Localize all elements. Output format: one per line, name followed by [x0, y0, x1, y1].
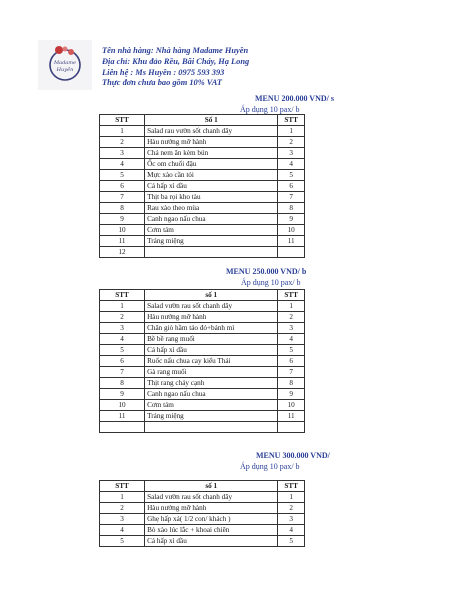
item-number: 6 [100, 181, 145, 192]
item-number: 2 [278, 503, 305, 514]
restaurant-name: Tên nhà hàng: Nhà hàng Madame Huyền [102, 46, 249, 55]
menu-2-title: MENU 250.000 VND/ b [226, 267, 307, 276]
item-number: 11 [100, 411, 145, 422]
table-row [100, 170, 305, 181]
table-header-row [100, 290, 305, 301]
dish-name: Tráng miệng [145, 236, 278, 247]
table-row [100, 181, 305, 192]
table-row [100, 137, 305, 148]
dish-name: Rau xào theo mùa [145, 203, 278, 214]
item-number [278, 247, 305, 258]
dish-name: Bề bề rang muối [145, 334, 278, 345]
table-row [100, 247, 305, 258]
dish-name: Chả nem ăn kèm bún [145, 148, 278, 159]
item-number: 2 [100, 312, 145, 323]
item-number: 9 [278, 214, 305, 225]
dish-name: Hàu nướng mỡ hành [145, 312, 278, 323]
vat-note: Thực đơn chưa bao gồm 10% VAT [102, 78, 222, 88]
item-number: 7 [278, 367, 305, 378]
menu-3-title: MENU 300.000 VND/ [256, 451, 330, 460]
dish-name: Chân giò hầm táo đỏ+bánh mì [145, 323, 278, 334]
table-row [100, 503, 305, 514]
item-number: 3 [278, 323, 305, 334]
menu-1-title: MENU 200.000 VND/ s [255, 94, 334, 103]
table-row [100, 214, 305, 225]
dish-name: Ốc om chuối đậu [145, 159, 278, 170]
item-number: 4 [278, 334, 305, 345]
item-number: 4 [100, 159, 145, 170]
item-number: 12 [100, 247, 145, 258]
restaurant-info [102, 46, 249, 89]
column-header: số 1 [145, 481, 278, 492]
table-row [100, 301, 305, 312]
column-header: số 1 [145, 290, 278, 301]
item-number: 3 [278, 148, 305, 159]
table-row [100, 536, 305, 547]
svg-text:Huyền: Huyền [56, 67, 74, 73]
table-row [100, 148, 305, 159]
item-number: 10 [100, 225, 145, 236]
dish-name: Cơm tám [145, 400, 278, 411]
dish-name: Canh ngao nấu chua [145, 214, 278, 225]
item-number: 10 [278, 225, 305, 236]
dish-name: Salad rau vườn sốt chanh dây [145, 126, 278, 137]
item-number [100, 422, 145, 433]
item-number: 5 [100, 536, 145, 547]
item-number: 9 [100, 214, 145, 225]
table-row [100, 334, 305, 345]
item-number: 2 [100, 503, 145, 514]
menu-1-table [99, 114, 305, 258]
item-number: 1 [278, 301, 305, 312]
dish-name: Cá hấp xì dầu [145, 536, 278, 547]
item-number: 1 [278, 492, 305, 503]
item-number: 5 [278, 170, 305, 181]
item-number: 5 [100, 345, 145, 356]
dish-name: Cá hấp xì dầu [145, 181, 278, 192]
menu-2-heading [226, 266, 306, 288]
item-number: 8 [278, 203, 305, 214]
item-number: 6 [100, 356, 145, 367]
item-number: 8 [100, 203, 145, 214]
table-row [100, 389, 305, 400]
dish-name: Thịt rang cháy cạnh [145, 378, 278, 389]
item-number: 3 [100, 148, 145, 159]
item-number: 8 [278, 378, 305, 389]
dish-name: Mực xào cần tỏi [145, 170, 278, 181]
menu-2-subtitle: Áp dụng 10 pax/ b [241, 278, 301, 287]
menu-2-table [99, 289, 305, 433]
column-header: STT [100, 290, 145, 301]
item-number: 5 [278, 536, 305, 547]
dish-name: Cơm tám [145, 225, 278, 236]
item-number: 6 [278, 181, 305, 192]
dish-name: Gà rang muối [145, 367, 278, 378]
table-row [100, 356, 305, 367]
item-number: 2 [100, 137, 145, 148]
table-row [100, 192, 305, 203]
column-header: Số 1 [145, 115, 278, 126]
restaurant-address: Địa chỉ: Khu đảo Rều, Bãi Cháy, Hạ Long [102, 56, 250, 66]
dish-name: Ruốc nấu chua cay kiểu Thái [145, 356, 278, 367]
item-number: 11 [278, 411, 305, 422]
item-number: 3 [100, 323, 145, 334]
table-header-row [100, 481, 305, 492]
item-number: 7 [100, 192, 145, 203]
item-number: 4 [278, 525, 305, 536]
table-header-row [100, 115, 305, 126]
table-row [100, 312, 305, 323]
column-header: STT [278, 290, 305, 301]
table-row [100, 159, 305, 170]
restaurant-contact: Liên hệ : Ms Huyền : 0975 593 393 [102, 67, 225, 77]
item-number: 11 [100, 236, 145, 247]
dish-name: Bò xào lúc lắc + khoai chiên [145, 525, 278, 536]
item-number: 3 [100, 514, 145, 525]
item-number: 4 [100, 525, 145, 536]
menu-3-subtitle: Áp dụng 10 pax/ b [240, 462, 300, 471]
item-number: 1 [100, 126, 145, 137]
menu-1-heading [240, 93, 334, 115]
item-number: 1 [100, 301, 145, 312]
item-number: 4 [278, 159, 305, 170]
item-number: 7 [278, 192, 305, 203]
dish-name [145, 247, 278, 258]
table-row [100, 236, 305, 247]
dish-name: Hàu nướng mỡ hành [145, 503, 278, 514]
table-row [100, 126, 305, 137]
table-row [100, 400, 305, 411]
item-number: 4 [100, 334, 145, 345]
column-header: STT [100, 115, 145, 126]
column-header: STT [100, 481, 145, 492]
restaurant-logo [38, 40, 92, 90]
item-number: 1 [278, 126, 305, 137]
item-number: 11 [278, 236, 305, 247]
item-number: 2 [278, 312, 305, 323]
item-number: 8 [100, 378, 145, 389]
table-row [100, 323, 305, 334]
dish-name: Tráng miệng [145, 411, 278, 422]
table-row [100, 345, 305, 356]
item-number: 7 [100, 367, 145, 378]
table-row [100, 378, 305, 389]
item-number: 10 [278, 400, 305, 411]
dish-name: Hàu nướng mỡ hành [145, 137, 278, 148]
table-row [100, 492, 305, 503]
menu-1-subtitle: Áp dụng 10 pax/ b [240, 105, 300, 114]
dish-name: Cá hấp xì dầu [145, 345, 278, 356]
column-header: STT [278, 481, 305, 492]
item-number: 10 [100, 400, 145, 411]
column-header: STT [278, 115, 305, 126]
dish-name: Ghẹ hấp xả( 1/2 con/ khách ) [145, 514, 278, 525]
item-number: 6 [278, 356, 305, 367]
table-row [100, 525, 305, 536]
dish-name [145, 422, 278, 433]
table-row [100, 225, 305, 236]
dish-name: Salad vườn rau sốt chanh dây [145, 301, 278, 312]
table-row [100, 367, 305, 378]
table-row [100, 514, 305, 525]
dish-name: Salad vườn rau sốt chanh dây [145, 492, 278, 503]
menu-3-heading [240, 450, 330, 472]
item-number: 1 [100, 492, 145, 503]
table-row [100, 411, 305, 422]
dish-name: Thịt ba rọi kho tàu [145, 192, 278, 203]
item-number: 2 [278, 137, 305, 148]
table-row [100, 203, 305, 214]
svg-text:Madame: Madame [54, 60, 76, 66]
item-number: 5 [100, 170, 145, 181]
item-number [278, 422, 305, 433]
item-number: 9 [100, 389, 145, 400]
item-number: 5 [278, 345, 305, 356]
item-number: 9 [278, 389, 305, 400]
dish-name: Canh ngao nấu chua [145, 389, 278, 400]
item-number: 3 [278, 514, 305, 525]
menu-3-table [99, 480, 305, 547]
table-row [100, 422, 305, 433]
